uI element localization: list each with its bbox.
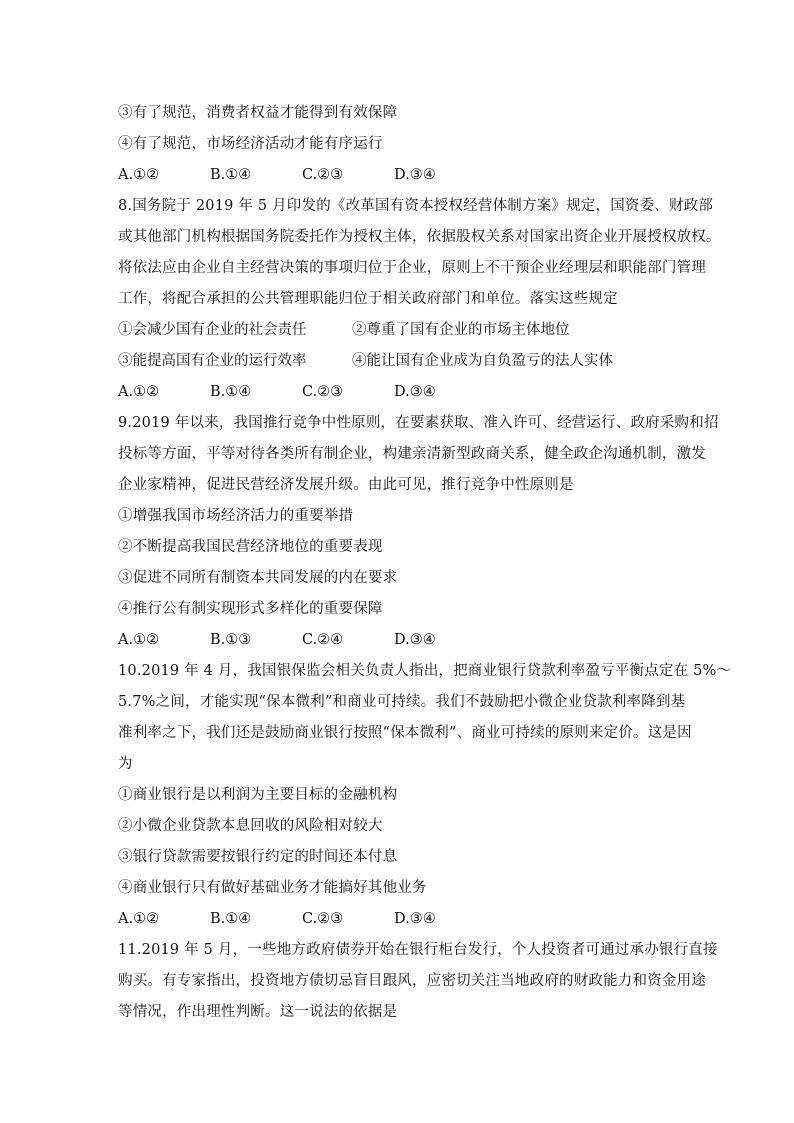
q11-stem-line-3: 等情况，作出理性判断。这一说法的依据是 [118,1004,398,1020]
q10-statement-3: ③银行贷款需要按银行约定的时间还本付息 [118,849,398,865]
q10-stem-line-1: 10.2019 年 4 月，我国银保监会相关负责人指出，把商业银行贷款利率盈亏平衡点定在 5%～ [118,663,732,679]
q10-option-d: D.③④ [394,911,436,927]
q10-option-c: C.②③ [302,911,344,927]
q9-option-c: C.②④ [302,632,344,648]
q9-statement-2: ②不断提高我国民营经济地位的重要表现 [118,539,383,555]
q10-option-b: B.①④ [210,911,252,927]
q10-statement-1: ①商业银行是以利润为主要目标的金融机构 [118,787,398,803]
q11-stem-line-1: 11.2019 年 5 月，一些地方政府债券开始在银行柜台发行，个人投资者可通过承办银行直接 [118,942,718,958]
q7-option-d: D.③④ [394,167,436,183]
q8-option-a: A.①② [118,384,160,400]
q11-stem-line-2: 购买。有专家指出，投资地方债切忌盲目跟风，应密切关注当地政府的财政能力和资金用途 [118,973,706,989]
q8-statement-2: ②尊重了国有企业的市场主体地位 [352,322,570,338]
q10-statement-2: ②小微企业贷款本息回收的风险相对较大 [118,818,383,834]
q7-statement-4: ④有了规范，市场经济活动才能有序运行 [118,136,383,152]
q7-option-a: A.①② [118,167,160,183]
q8-statement-3: ③能提高国有企业的运行效率 [118,353,307,369]
q8-statements-row-1 [118,320,678,340]
q8-option-d: D.③④ [394,384,436,400]
q8-stem-line-3: 将依法应由企业自主经营决策的事项归位于企业，原则上不干预企业经理层和职能部门管理 [118,260,706,276]
q9-stem-line-2: 投标等方面，平等对待各类所有制企业，构建亲清新型政商关系，健全政企沟通机制，激发 [118,446,706,462]
q7-option-b: B.①④ [210,167,252,183]
q8-options [118,382,678,402]
q9-option-b: B.①③ [210,632,252,648]
q8-option-b: B.①④ [210,384,252,400]
q9-option-a: A.①② [118,632,160,648]
q8-option-c: C.②③ [302,384,344,400]
q9-stem-line-1: 9.2019 年以来，我国推行竞争中性原则，在要素获取、准入许可、经营运行、政府采购和招 [118,415,719,431]
q9-statement-1: ①增强我国市场经济活力的重要举措 [118,508,354,524]
q10-option-a: A.①② [118,911,160,927]
q8-statement-4: ④能让国有企业成为自负盈亏的法人实体 [352,353,613,369]
q9-statement-4: ④推行公有制实现形式多样化的重要保障 [118,601,383,617]
q7-options [118,165,678,185]
q8-stem-line-1: 8.国务院于 2019 年 5 月印发的《改革国有资本授权经营体制方案》规定，国资委、财政部 [118,198,714,214]
q8-statement-1: ①会减少国有企业的社会责任 [118,322,307,338]
q9-options [118,630,678,650]
q8-statements-row-2 [118,351,678,371]
q8-stem-line-4: 工作，将配合承担的公共管理职能归位于相关政府部门和单位。落实这些规定 [118,291,618,307]
q10-stem-line-2: 5.7%之间，才能实现“保本微利”和商业可持续。我们不鼓励把小微企业贷款利率降到基 [118,694,686,710]
q7-statement-3: ③有了规范，消费者权益才能得到有效保障 [118,105,398,121]
q9-statement-3: ③促进不同所有制资本共同发展的内在要求 [118,570,398,586]
q10-options [118,909,678,929]
q10-stem-line-3: 准利率之下，我们还是鼓励商业银行按照“保本微利”、商业可持续的原则来定价。这是因 [118,725,692,741]
q9-stem-line-3: 企业家精神，促进民营经济发展升级。由此可见，推行竞争中性原则是 [118,477,574,493]
q7-option-c: C.②③ [302,167,344,183]
q8-stem-line-2: 或其他部门机构根据国务院委托作为授权主体，依据股权关系对国家出资企业开展授权放权。 [118,229,721,245]
q10-stem-line-4: 为 [118,756,133,772]
q9-option-d: D.③④ [394,632,436,648]
q10-statement-4: ④商业银行只有做好基础业务才能搞好其他业务 [118,880,427,896]
